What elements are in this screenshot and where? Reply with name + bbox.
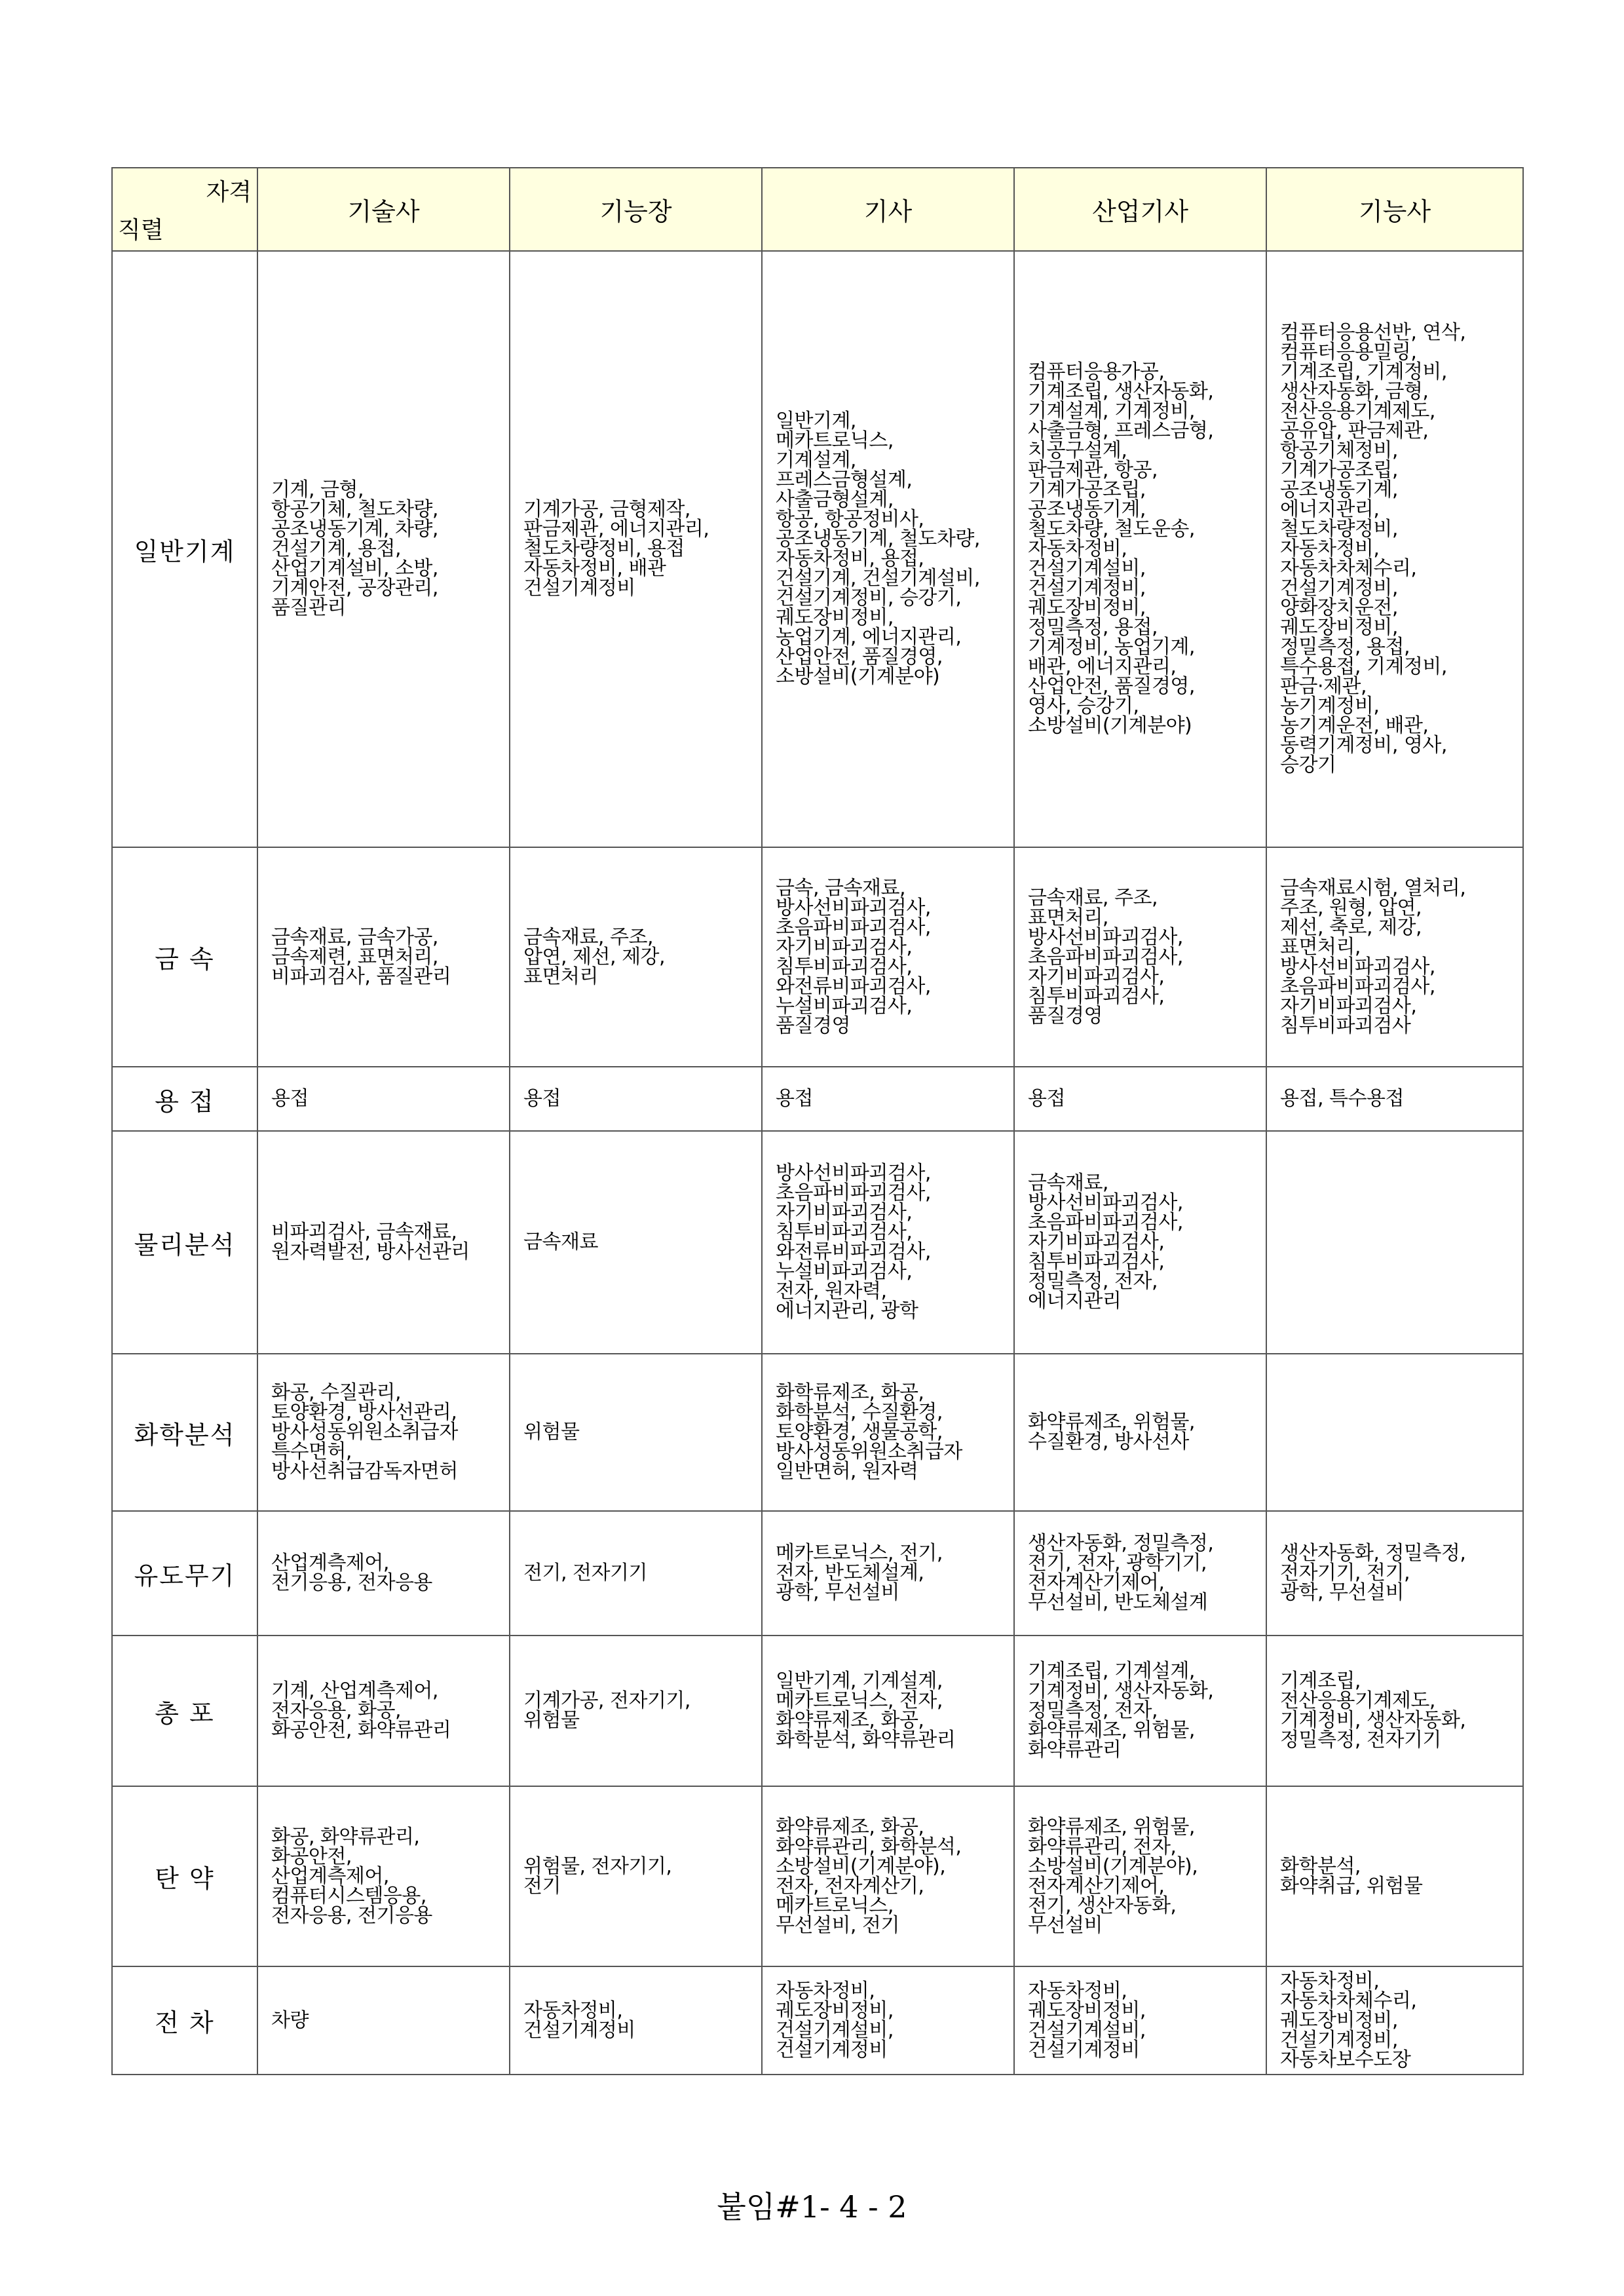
table-cell — [1266, 1131, 1523, 1354]
cell-line: 건설기계, 용접, — [271, 537, 401, 560]
cell-line: 화약류제조, 위험물, — [1028, 1411, 1195, 1434]
table-cell — [510, 1354, 762, 1511]
table-cell — [762, 1636, 1014, 1786]
cell-line: 메카트로닉스, — [776, 429, 894, 452]
cell-line: 건설기계정비 — [776, 2038, 888, 2061]
cell-line: 광학, 무선설비 — [1280, 1581, 1404, 1604]
cell-line: 공조냉동기계, — [1280, 478, 1398, 501]
cell-line: 공조냉동기계, 철도차량, — [776, 527, 980, 550]
cell-line: 화공안전, — [271, 1845, 352, 1868]
table-row — [112, 251, 1523, 847]
cell-line: 건설기계정비, — [1280, 2028, 1398, 2052]
table-cell — [1014, 1067, 1266, 1131]
cell-line: 자기비파괴검사, — [1028, 965, 1165, 988]
table-cell — [1266, 1636, 1523, 1786]
row-header: 총 포 — [112, 1636, 257, 1786]
cell-line: 항공기체정비, — [1280, 439, 1398, 462]
table-cell — [1266, 251, 1523, 847]
cell-line: 전기, 생산자동화, — [1028, 1894, 1177, 1917]
cell-line: 와전류비파괴검사, — [776, 974, 931, 998]
header-row — [112, 168, 1523, 251]
cell-line: 방사선비파괴검사, — [1280, 955, 1435, 978]
table-cell — [510, 1067, 762, 1131]
table-cell — [257, 251, 510, 847]
column-header: 기능장 — [510, 168, 762, 251]
cell-line: 건설기계설비, — [1028, 2018, 1146, 2042]
cell-line: 화공안전, 화약류관리 — [271, 1719, 451, 1742]
cell-line: 기계가공, 금형제작, — [523, 498, 690, 521]
cell-line: 에너지관리, — [1280, 498, 1380, 521]
cell-line: 산업계측제어, — [271, 1552, 389, 1575]
table-cell — [762, 1354, 1014, 1511]
cell-line: 에너지관리, 광학 — [776, 1299, 918, 1322]
qualification-table — [111, 167, 1524, 2075]
cell-line: 기계, 산업계측제어, — [271, 1679, 438, 1702]
cell-line: 자동차정비, — [1028, 1979, 1127, 2002]
cell-line: 건설기계정비 — [1028, 2038, 1140, 2061]
cell-line: 전자기기, 전기, — [1280, 1561, 1410, 1584]
table-cell — [762, 847, 1014, 1067]
cell-line: 소방설비(기계분야) — [776, 665, 940, 688]
cell-line: 기계조립, 생산자동화, — [1028, 380, 1214, 403]
table-cell — [1014, 847, 1266, 1067]
cell-line: 화약류관리, 화학분석, — [776, 1835, 962, 1858]
cell-line: 사출금형설계, — [776, 488, 894, 511]
cell-line: 궤도장비정비, — [1280, 616, 1398, 639]
cell-line: 토양환경, 생물공학, — [776, 1421, 943, 1444]
cell-line: 비파괴검사, 금속재료, — [271, 1221, 457, 1244]
cell-line: 생산자동화, 정밀측정, — [1028, 1532, 1214, 1555]
cell-line: 특수면허, — [271, 1440, 352, 1463]
table-cell — [1014, 1966, 1266, 2075]
cell-line: 생산자동화, 금형, — [1280, 380, 1429, 403]
table-cell — [1014, 1786, 1266, 1966]
table-row — [112, 1966, 1523, 2075]
row-header: 유도무기 — [112, 1511, 257, 1636]
table-row — [112, 1636, 1523, 1786]
cell-line: 양화장치운전, — [1280, 596, 1398, 619]
table-cell — [257, 1067, 510, 1131]
cell-line: 화공, 수질관리, — [271, 1381, 401, 1404]
table-row — [112, 1786, 1523, 1966]
cell-line: 사출금형, 프레스금형, — [1028, 419, 1214, 442]
table-cell — [1266, 1786, 1523, 1966]
cell-line: 방사성동위원소취급자 — [776, 1440, 962, 1463]
cell-line: 초음파비파괴검사, — [1028, 945, 1183, 968]
table-cell — [257, 847, 510, 1067]
cell-line: 전자계산기제어, — [1028, 1571, 1165, 1594]
cell-line: 기계, 금형, — [271, 478, 364, 501]
cell-line: 위험물 — [523, 1709, 580, 1732]
cell-line: 비파괴검사, 품질관리 — [271, 965, 451, 988]
cell-line: 자동차정비, — [1280, 537, 1380, 560]
cell-line: 와전류비파괴검사, — [776, 1240, 931, 1263]
table-cell — [1266, 1511, 1523, 1636]
cell-line: 침투비파괴검사 — [1280, 1014, 1411, 1037]
cell-line: 전기응용, 전자응용 — [271, 1571, 432, 1594]
cell-line: 전자응용, 화공, — [271, 1699, 401, 1722]
cell-line: 수질환경, 방사선사 — [1028, 1430, 1189, 1453]
cell-line: 화학분석, 화약류관리 — [776, 1729, 956, 1751]
cell-line: 방사성동위원소취급자 — [271, 1421, 458, 1444]
table-cell — [1266, 1354, 1523, 1511]
cell-line: 자기비파괴검사, — [1280, 994, 1417, 1018]
table-cell — [257, 1131, 510, 1354]
cell-line: 전산응용기계제도, — [1280, 1689, 1435, 1712]
cell-line: 자기비파괴검사, — [776, 1201, 913, 1224]
cell-line: 화약류제조, 위험물, — [1028, 1815, 1195, 1839]
cell-line: 건설기계설비, — [1028, 557, 1146, 580]
cell-line: 전기 — [523, 1874, 561, 1898]
cell-line: 산업안전, 품질경영, — [1028, 675, 1195, 698]
cell-line: 철도차량, 철도운송, — [1028, 518, 1195, 541]
cell-line: 품질관리 — [271, 596, 346, 619]
cell-line: 궤도장비정비, — [776, 606, 894, 629]
cell-line: 방사선취급감독자면허 — [271, 1460, 458, 1483]
cell-line: 기계정비, 농업기계, — [1028, 636, 1195, 659]
cell-line: 차량 — [271, 2008, 309, 2032]
cell-line: 일반기계, — [776, 410, 856, 432]
cell-line: 자동차차체수리, — [1280, 557, 1417, 580]
cell-line: 자동차정비, — [1280, 1969, 1380, 1993]
cell-line: 침투비파괴검사, — [776, 955, 913, 978]
row-header: 용 접 — [112, 1067, 257, 1131]
cell-line: 금속재료, 주조, — [523, 925, 653, 949]
cell-line: 용접, 특수용접 — [1280, 1087, 1404, 1110]
cell-line: 항공, 항공정비사, — [776, 508, 924, 531]
cell-line: 컴퓨터응용가공, — [1028, 360, 1165, 383]
table-cell — [1266, 1067, 1523, 1131]
cell-line: 원자력발전, 방사선관리 — [271, 1240, 470, 1263]
table-cell — [257, 1636, 510, 1786]
table-cell — [762, 1131, 1014, 1354]
cell-line: 영사, 승강기, — [1028, 695, 1139, 718]
table-body — [112, 251, 1523, 2075]
table-cell — [1014, 1511, 1266, 1636]
table-cell — [1266, 847, 1523, 1067]
cell-line: 품질경영 — [1028, 1004, 1103, 1027]
cell-line: 표면처리, — [1280, 935, 1361, 959]
table-cell — [257, 1354, 510, 1511]
cell-line: 생산자동화, 정밀측정, — [1280, 1542, 1466, 1565]
cell-line: 기계설계, 기계정비, — [1028, 400, 1195, 423]
cell-line: 정밀측정, 전자, — [1028, 1699, 1158, 1722]
corner-header — [112, 168, 257, 251]
cell-line: 컴퓨터응용밀링, — [1280, 341, 1417, 364]
cell-line: 승강기 — [1280, 754, 1336, 776]
cell-line: 화학류제조, 화공, — [776, 1381, 924, 1404]
cell-line: 금속재료, 금속가공, — [271, 925, 438, 949]
cell-line: 기계조립, 기계설계, — [1028, 1660, 1195, 1683]
cell-line: 침투비파괴검사, — [776, 1221, 913, 1244]
cell-line: 위험물 — [523, 1421, 580, 1444]
table-cell — [1014, 1636, 1266, 1786]
table-cell — [510, 847, 762, 1067]
cell-line: 기계가공조립, — [1028, 478, 1146, 501]
cell-line: 전자, 전자계산기, — [776, 1874, 924, 1898]
row-header: 탄 약 — [112, 1786, 257, 1966]
cell-line: 자동차차체수리, — [1280, 1989, 1417, 2012]
cell-line: 자동차정비, 배관 — [523, 557, 666, 580]
cell-line: 자동차정비, — [523, 1999, 623, 2022]
cell-line: 방사선비파괴검사, — [776, 1162, 931, 1185]
table-row — [112, 1067, 1523, 1131]
cell-line: 컴퓨터시스템응용, — [271, 1884, 426, 1907]
cell-line: 메카트로닉스, 전기, — [776, 1542, 943, 1565]
cell-line: 산업기계설비, 소방, — [271, 557, 438, 580]
cell-line: 전기, 전자, 광학기기, — [1028, 1552, 1207, 1575]
cell-line: 공유압, 판금제관, — [1280, 419, 1429, 442]
cell-line: 화학분석, 수질환경, — [776, 1401, 943, 1424]
table-cell — [1014, 251, 1266, 847]
cell-line: 기계조립, — [1280, 1670, 1361, 1693]
cell-line: 소방설비(기계분야), — [1028, 1854, 1198, 1878]
table-cell — [1266, 1966, 1523, 2075]
table-row — [112, 1354, 1523, 1511]
cell-line: 농기계운전, 배관, — [1280, 714, 1429, 737]
cell-line: 전자, 반도체설계, — [776, 1561, 924, 1584]
cell-line: 초음파비파괴검사, — [1028, 1211, 1183, 1234]
cell-line: 화약류관리 — [1028, 1738, 1122, 1761]
cell-line: 화약류제조, 화공, — [776, 1709, 924, 1732]
cell-line: 금속제련, 표면처리, — [271, 945, 438, 968]
cell-line: 건설기계정비, 승강기, — [776, 586, 962, 609]
cell-line: 화공, 화약류관리, — [271, 1825, 420, 1848]
cell-line: 표면처리 — [523, 965, 598, 988]
cell-line: 전자응용, 전기응용 — [271, 1904, 432, 1927]
cell-line: 공조냉동기계, 차량, — [271, 518, 438, 541]
cell-line: 건설기계정비, — [1280, 577, 1398, 600]
cell-line: 금속재료시험, 열처리, — [1280, 876, 1466, 900]
cell-line: 초음파비파괴검사, — [1280, 974, 1435, 998]
cell-line: 표면처리, — [1028, 906, 1108, 929]
table-cell — [257, 1966, 510, 2075]
cell-line: 동력기계정비, 영사, — [1280, 734, 1447, 757]
table-cell — [762, 251, 1014, 847]
row-header: 일반기계 — [112, 251, 257, 847]
table-cell — [510, 1511, 762, 1636]
cell-line: 전산응용기계제도, — [1280, 400, 1435, 423]
cell-line: 궤도장비정비, — [776, 1999, 894, 2022]
cell-line: 용접 — [776, 1087, 813, 1110]
cell-line: 자동차보수도장 — [1280, 2048, 1411, 2071]
cell-line: 침투비파괴검사, — [1028, 1250, 1165, 1273]
cell-line: 기계조립, 기계정비, — [1280, 360, 1447, 383]
cell-line: 금속, 금속재료, — [776, 876, 905, 900]
cell-line: 건설기계, 건설기계설비, — [776, 567, 980, 590]
cell-line: 위험물, 전자기기, — [523, 1854, 672, 1878]
table-row — [112, 847, 1523, 1067]
cell-line: 화약류관리, 전자, — [1028, 1835, 1177, 1858]
cell-line: 공조냉동기계, — [1028, 498, 1146, 521]
cell-line: 정밀측정, 전자, — [1028, 1270, 1158, 1293]
cell-line: 철도차량정비, 용접 — [523, 537, 685, 560]
corner-top-label: 자격 — [206, 179, 252, 206]
cell-line: 압연, 제선, 제강, — [523, 945, 666, 968]
column-header: 산업기사 — [1014, 168, 1266, 251]
cell-line: 산업안전, 품질경영, — [776, 645, 943, 668]
cell-line: 방사선비파괴검사, — [1028, 1191, 1183, 1214]
cell-line: 건설기계정비 — [523, 577, 635, 600]
cell-line: 용접 — [1028, 1087, 1065, 1110]
row-header: 금 속 — [112, 847, 257, 1067]
cell-line: 컴퓨터응용선반, 연삭, — [1280, 321, 1466, 344]
cell-line: 판금·제관, — [1280, 675, 1367, 698]
cell-line: 판금제관, 에너지관리, — [523, 518, 709, 541]
cell-line: 프레스금형설계, — [776, 469, 913, 491]
table-cell — [1014, 1354, 1266, 1511]
cell-line: 기계정비, 생산자동화, — [1280, 1709, 1466, 1732]
page-footer: 붙임#1- 4 - 2 — [717, 2189, 907, 2225]
cell-line: 자기비파괴검사, — [776, 935, 913, 959]
cell-line: 자동차정비, — [1028, 537, 1127, 560]
cell-line: 소방설비(기계분야), — [776, 1854, 946, 1878]
table-cell — [762, 1511, 1014, 1636]
cell-line: 기계가공조립, — [1280, 459, 1398, 482]
cell-line: 주조, 원형, 압연, — [1280, 896, 1422, 919]
cell-line: 초음파비파괴검사, — [776, 915, 931, 939]
cell-line: 메카트로닉스, — [776, 1894, 894, 1917]
cell-line: 전기, 전자기기 — [523, 1561, 647, 1584]
cell-line: 궤도장비정비, — [1280, 2008, 1398, 2032]
cell-line: 건설기계설비, — [776, 2018, 894, 2042]
cell-line: 기계안전, 공장관리, — [271, 577, 438, 600]
cell-line: 제선, 축로, 제강, — [1280, 915, 1422, 939]
cell-line: 무선설비 — [1028, 1913, 1103, 1937]
cell-line: 화약류제조, 화공, — [776, 1815, 924, 1839]
cell-line: 화약취급, 위험물 — [1280, 1874, 1423, 1898]
cell-line: 침투비파괴검사, — [1028, 984, 1165, 1008]
cell-line: 화학분석, — [1280, 1854, 1361, 1878]
cell-line: 자동차정비, — [776, 1979, 875, 2002]
cell-line: 정밀측정, 용접, — [1028, 616, 1158, 639]
cell-line: 금속재료, 주조, — [1028, 886, 1158, 909]
cell-line: 치공구설계, — [1028, 439, 1127, 462]
cell-line: 무선설비, 전기 — [776, 1913, 899, 1937]
cell-line: 초음파비파괴검사, — [776, 1181, 931, 1204]
cell-line: 일반기계, 기계설계, — [776, 1670, 943, 1693]
cell-line: 농기계정비, — [1280, 695, 1380, 718]
table-cell — [510, 1966, 762, 2075]
table-cell — [257, 1786, 510, 1966]
cell-line: 기계설계, — [776, 449, 856, 472]
row-header: 물리분석 — [112, 1131, 257, 1354]
cell-line: 방사선비파괴검사, — [776, 896, 931, 919]
cell-line: 기계가공, 전자기기, — [523, 1689, 690, 1712]
table-row — [112, 1131, 1523, 1354]
cell-line: 정밀측정, 용접, — [1280, 636, 1410, 659]
cell-line: 금속재료 — [523, 1231, 598, 1253]
cell-line: 건설기계정비 — [523, 2018, 635, 2042]
cell-line: 용접 — [523, 1087, 561, 1110]
table-cell — [762, 1786, 1014, 1966]
cell-line: 메카트로닉스, 전자, — [776, 1689, 943, 1712]
table-cell — [510, 1636, 762, 1786]
table-cell — [762, 1067, 1014, 1131]
cell-line: 토양환경, 방사선관리, — [271, 1401, 457, 1424]
table-cell — [510, 1131, 762, 1354]
cell-line: 정밀측정, 전자기기 — [1280, 1729, 1441, 1751]
cell-line: 용접 — [271, 1087, 309, 1110]
table-cell — [510, 1786, 762, 1966]
column-header: 기사 — [762, 168, 1014, 251]
cell-line: 궤도장비정비, — [1028, 596, 1146, 619]
cell-line: 자동차정비, 용접, — [776, 547, 924, 570]
cell-line: 농업기계, 에너지관리, — [776, 626, 962, 649]
cell-line: 궤도장비정비, — [1028, 1999, 1146, 2022]
cell-line: 자기비파괴검사, — [1028, 1231, 1165, 1253]
cell-line: 전자, 원자력, — [776, 1280, 887, 1303]
cell-line: 배관, 에너지관리, — [1028, 655, 1177, 678]
cell-line: 철도차량정비, — [1280, 518, 1398, 541]
cell-line: 누설비파괴검사, — [776, 1260, 913, 1283]
table-cell — [1014, 1131, 1266, 1354]
cell-line: 방사선비파괴검사, — [1028, 925, 1183, 949]
cell-line: 무선설비, 반도체설계 — [1028, 1591, 1208, 1614]
cell-line: 일반면허, 원자력 — [776, 1460, 918, 1483]
cell-line: 금속재료, — [1028, 1172, 1108, 1195]
cell-line: 항공기체, 철도차량, — [271, 498, 438, 521]
table-cell — [257, 1511, 510, 1636]
cell-line: 특수용접, 기계정비, — [1280, 655, 1447, 678]
cell-line: 누설비파괴검사, — [776, 994, 913, 1018]
cell-line: 판금제관, 항공, — [1028, 459, 1158, 482]
corner-bottom-label: 직렬 — [118, 217, 164, 244]
row-header: 전 차 — [112, 1966, 257, 2075]
table-cell — [762, 1966, 1014, 2075]
cell-line: 소방설비(기계분야) — [1028, 714, 1192, 737]
table-row — [112, 1511, 1523, 1636]
cell-line: 건설기계정비, — [1028, 577, 1146, 600]
cell-line: 전자계산기제어, — [1028, 1874, 1165, 1898]
cell-line: 산업계측제어, — [271, 1864, 389, 1888]
cell-line: 화약류제조, 위험물, — [1028, 1719, 1195, 1742]
cell-line: 품질경영 — [776, 1014, 850, 1037]
column-header: 기술사 — [257, 168, 510, 251]
row-header: 화학분석 — [112, 1354, 257, 1511]
column-header: 기능사 — [1266, 168, 1523, 251]
cell-line: 기계정비, 생산자동화, — [1028, 1679, 1214, 1702]
cell-line: 광학, 무선설비 — [776, 1581, 899, 1604]
table-cell — [510, 251, 762, 847]
cell-line: 에너지관리 — [1028, 1290, 1122, 1312]
